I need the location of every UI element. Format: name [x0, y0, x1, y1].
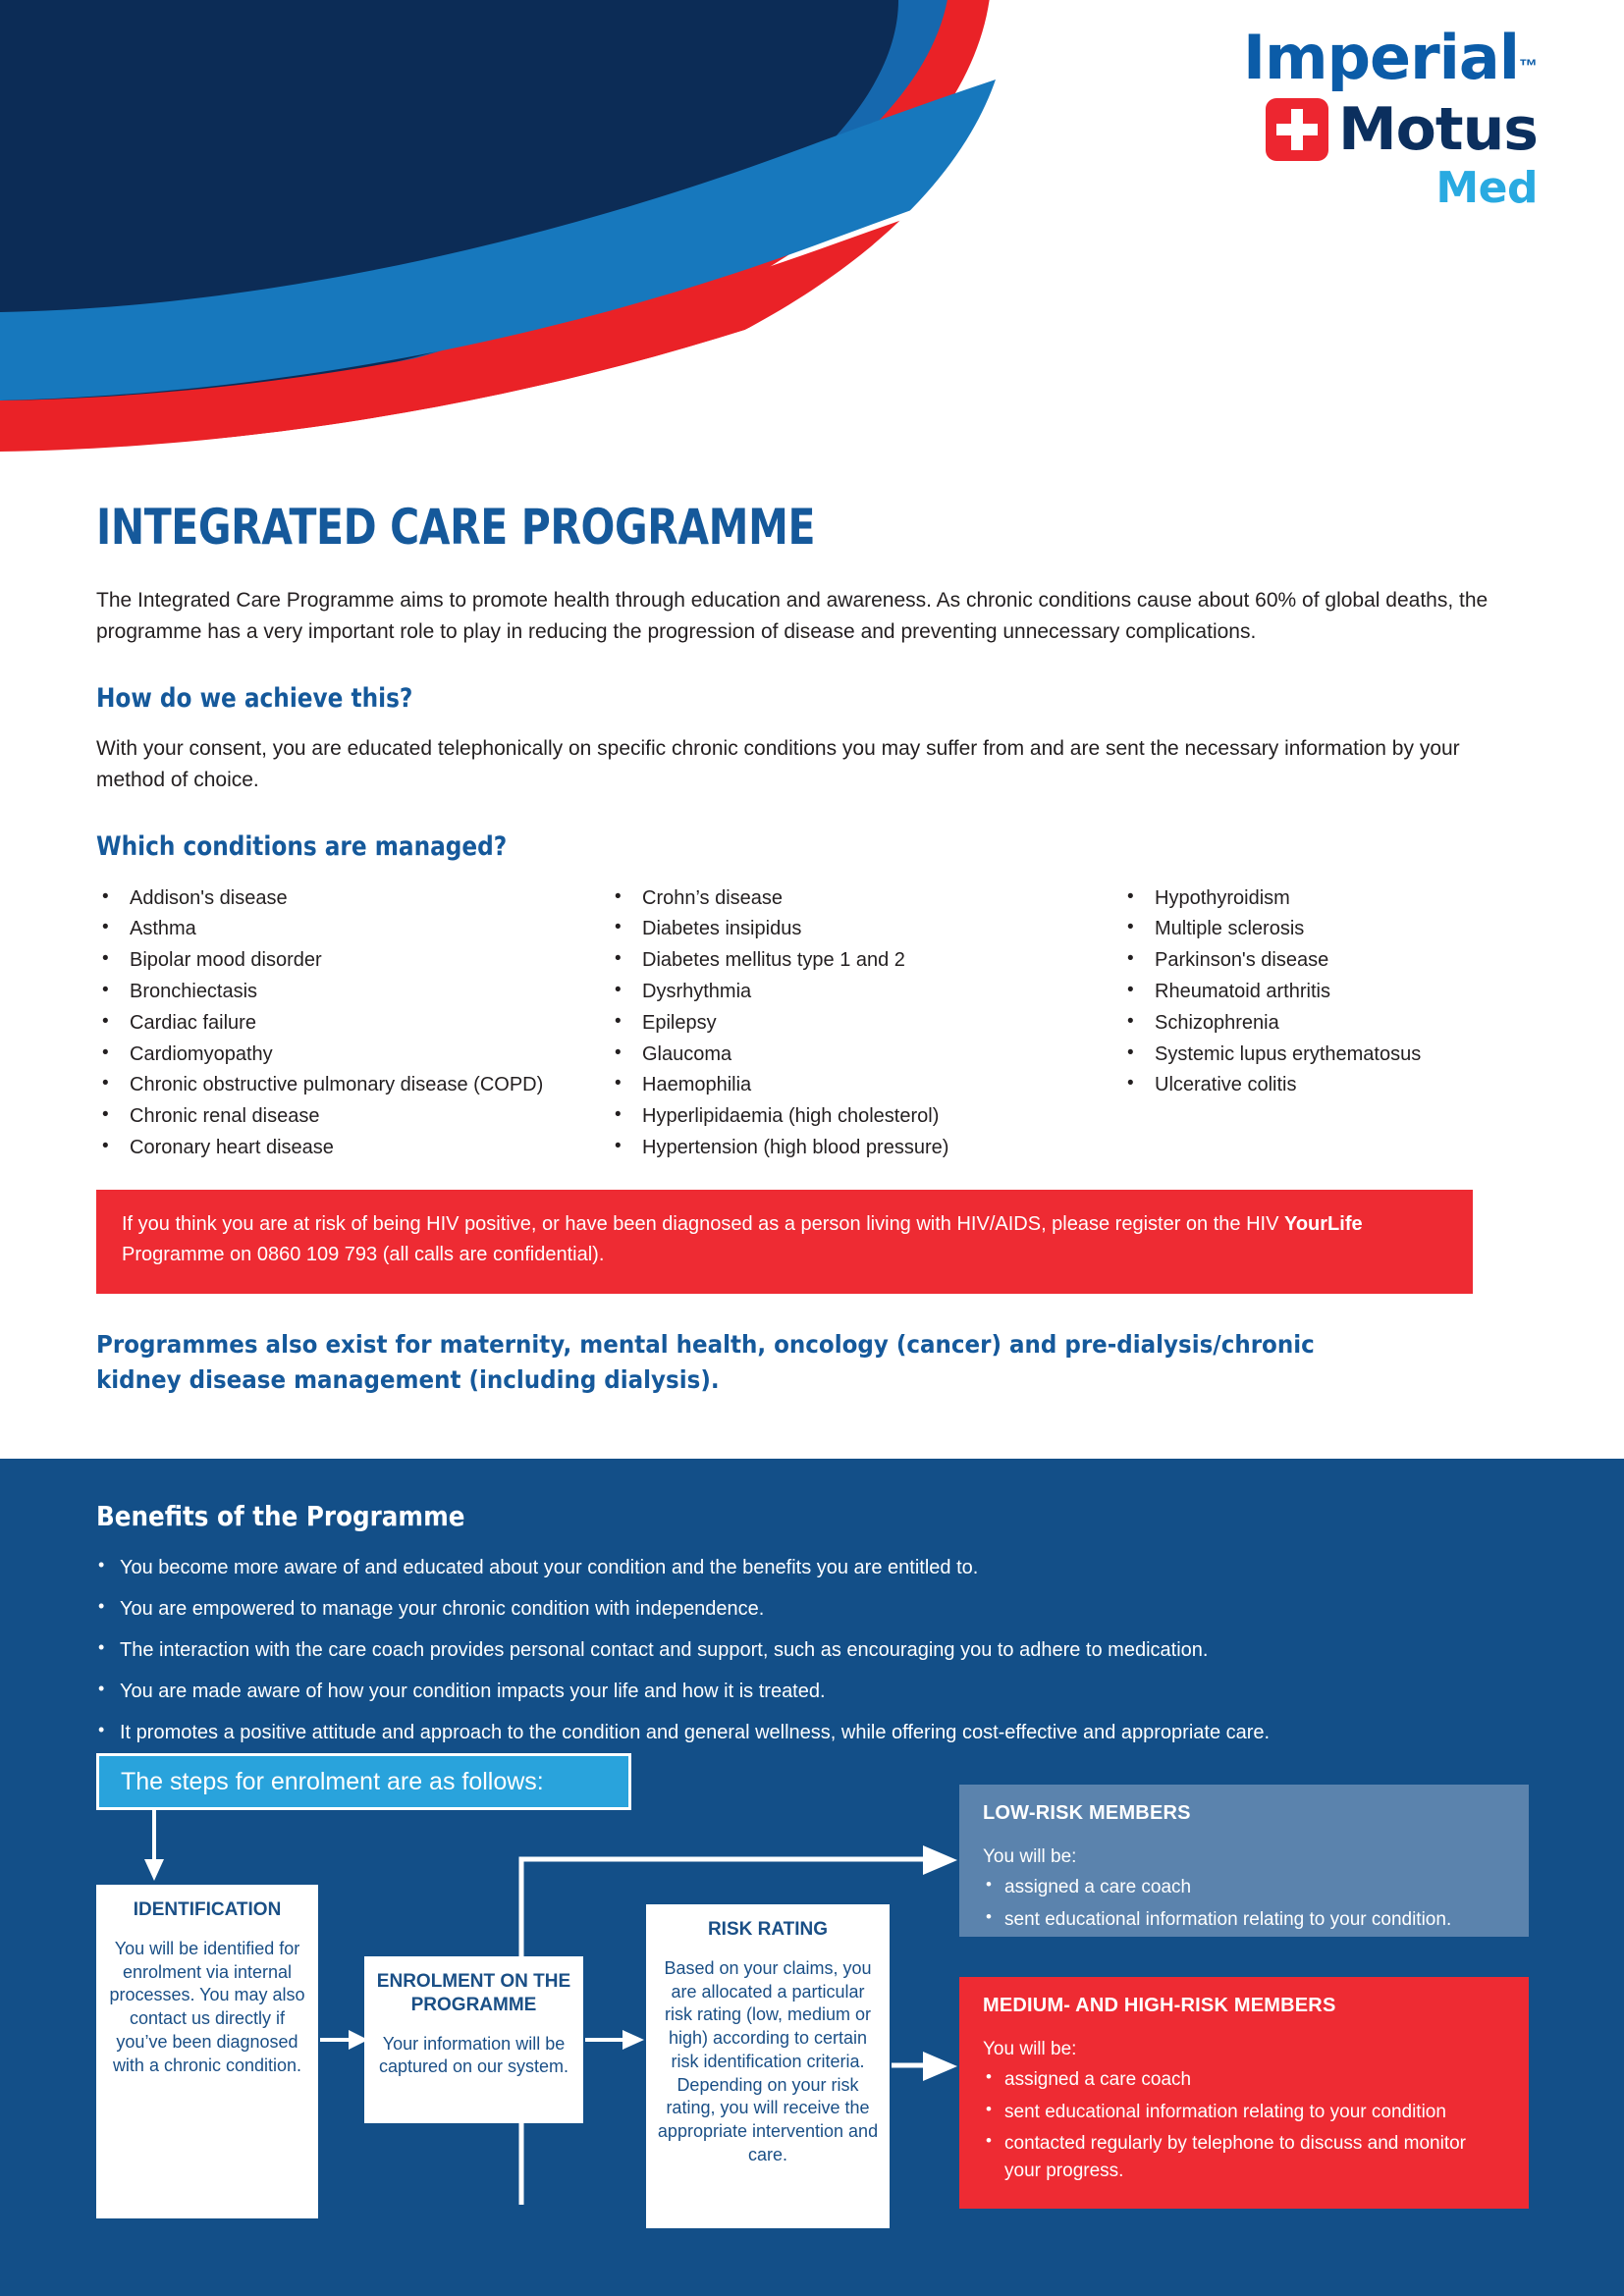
- list-item: • It promotes a positive attitude and approach to the condition and general wellness, while offering cost-effective and appropriate care.: [96, 1723, 1528, 1742]
- flow-box-risk-rating-title: RISK RATING: [707, 1919, 829, 1940]
- list-item: • Dysrhythmia: [609, 977, 1121, 1008]
- list-item: • sent educational information relating to your condition.: [983, 1906, 1505, 1934]
- list-item: • assigned a care coach: [983, 2066, 1505, 2094]
- arrow-head-down-icon: [144, 1859, 164, 1881]
- list-item: • Asthma: [96, 914, 609, 945]
- list-item: • You are empowered to manage your chronic condition with independence.: [96, 1599, 1528, 1619]
- page-title: INTEGRATED CARE PROGRAMME: [96, 499, 816, 556]
- section-body-how: With your consent, you are educated telephonically on specific chronic conditions you may suffer from and are sent the necessary information by your method of choice.: [96, 736, 1460, 791]
- brand-logo: [1125, 22, 1538, 213]
- section-heading-how: How do we achieve this?: [96, 682, 413, 714]
- list-item: • Cardiac failure: [96, 1008, 609, 1040]
- list-item: • Bipolar mood disorder: [96, 945, 609, 977]
- conditions-list-2: [609, 883, 1121, 1164]
- conditions-list-3: [1121, 883, 1514, 1102]
- flow-box-risk-rating: [646, 1904, 890, 2228]
- high-risk-title: MEDIUM- AND HIGH-RISK MEMBERS: [983, 1995, 1336, 2016]
- conditions-list-1: [96, 883, 609, 1164]
- logo-motus-row: [1125, 95, 1538, 164]
- flow-box-risk-rating-body: Based on your claims, you are allocated a particular risk rating (low, medium or high) according to certain risk identification criteria. Depending on your risk rating, you will receive the appropriate intervention and care.: [657, 1957, 879, 2164]
- steps-banner: [96, 1753, 631, 1810]
- hiv-notice-part1: If you think you are at risk of being HIV positive, or have been diagnosed as a person living with HIV/AIDS, please register on the HIV: [122, 1212, 1284, 1235]
- list-item: • The interaction with the care coach provides personal contact and support, such as encouraging you to adhere to medication.: [96, 1640, 1528, 1660]
- list-item: • You become more aware of and educated about your condition and the benefits you are entitled to.: [96, 1558, 1528, 1577]
- list-item: • Bronchiectasis: [96, 977, 609, 1008]
- intro-paragraph: The Integrated Care Programme aims to promote health through education and awareness. As chronic conditions cause about 60% of global deaths, the programme has a very important role to play in reducing the progression of disease and preventing unnecessary complications.: [96, 589, 1489, 643]
- low-risk-title: LOW-RISK MEMBERS: [983, 1802, 1191, 1824]
- main-white-section: [0, 461, 1624, 1459]
- hiv-notice-part2: Programme on 0860 109 793 (all calls are confidential).: [122, 1243, 605, 1265]
- list-item: • Ulcerative colitis: [1121, 1070, 1514, 1101]
- flow-box-enrolment-body: Your information will be captured on our system.: [378, 2033, 569, 2077]
- list-item: • Epilepsy: [609, 1008, 1121, 1040]
- list-item: • Systemic lupus erythematosus: [1121, 1040, 1514, 1071]
- list-item: • sent educational information relating to your condition: [983, 2099, 1505, 2126]
- flow-box-high-risk-members: [959, 1977, 1529, 2209]
- list-item: • Chronic obstructive pulmonary disease (COPD): [96, 1070, 609, 1101]
- flow-box-enrolment: [364, 1956, 583, 2123]
- conditions-columns: [96, 883, 1528, 1164]
- logo-imperial-wordmark: [1125, 22, 1538, 93]
- logo-motus-text: Motus: [1337, 95, 1538, 164]
- high-risk-list: [983, 2066, 1505, 2184]
- list-item: • assigned a care coach: [983, 1874, 1505, 1901]
- arrow-head-right-icon: [923, 1845, 957, 1875]
- enrolment-flowchart: [0, 1753, 1624, 2234]
- list-item: • Coronary heart disease: [96, 1133, 609, 1164]
- trademark-icon: ™: [1519, 56, 1538, 78]
- hiv-notice-programme-name: YourLife: [1283, 1212, 1363, 1235]
- list-item: • Cardiomyopathy: [96, 1040, 609, 1071]
- list-item: • Crohn’s disease: [609, 883, 1121, 915]
- hiv-notice-text: [122, 1209, 1447, 1270]
- list-item: • Hypertension (high blood pressure): [609, 1133, 1121, 1164]
- list-item: • Diabetes mellitus type 1 and 2: [609, 945, 1121, 977]
- list-item: • Hypothyroidism: [1121, 883, 1514, 915]
- list-item: • Haemophilia: [609, 1070, 1121, 1101]
- benefits-list: [96, 1558, 1528, 1742]
- list-item: • Diabetes insipidus: [609, 914, 1121, 945]
- flow-box-low-risk-members: [959, 1785, 1529, 1937]
- flow-box-identification-title: IDENTIFICATION: [133, 1899, 282, 1920]
- low-risk-lead: You will be:: [983, 1846, 1077, 1867]
- steps-banner-label: The steps for enrolment are as follows:: [121, 1767, 544, 1795]
- logo-med-text: Med: [1435, 163, 1538, 213]
- list-item: • Addison's disease: [96, 883, 609, 915]
- logo-imperial-text: Imperial: [1242, 22, 1519, 93]
- conditions-column-3: [1121, 883, 1514, 1164]
- flow-box-identification: [96, 1885, 318, 2218]
- high-risk-lead: You will be:: [983, 2039, 1077, 2059]
- conditions-column-1: [96, 883, 609, 1164]
- benefits-heading: Benefits of the Programme: [96, 1500, 465, 1532]
- conditions-column-2: [609, 883, 1121, 1164]
- flow-box-enrolment-title: ENROLMENT ON THE PROGRAMME: [376, 1971, 571, 2015]
- list-item: • contacted regularly by telephone to discuss and monitor your progress.: [983, 2130, 1505, 2184]
- list-item: • Multiple sclerosis: [1121, 914, 1514, 945]
- other-programmes-note: Programmes also exist for maternity, mental health, oncology (cancer) and pre-dialysis/chronic kidney disease management (including dialysis).: [96, 1329, 1315, 1395]
- list-item: • Chronic renal disease: [96, 1101, 609, 1133]
- hiv-notice-callout: [96, 1190, 1473, 1294]
- list-item: • Parkinson's disease: [1121, 945, 1514, 977]
- low-risk-list: [983, 1874, 1505, 1933]
- section-heading-conditions: Which conditions are managed?: [96, 830, 508, 862]
- list-item: • Schizophrenia: [1121, 1008, 1514, 1040]
- list-item: • Hyperlipidaemia (high cholesterol): [609, 1101, 1121, 1133]
- medical-cross-icon: [1266, 98, 1328, 161]
- flow-box-identification-body: You will be identified for enrolment via internal processes. You may also contact us directly if you’ve been diagnosed with a chronic condition.: [109, 1938, 305, 2075]
- list-item: • Glaucoma: [609, 1040, 1121, 1071]
- arrow-head-right-icon: [923, 2052, 957, 2081]
- list-item: • Rheumatoid arthritis: [1121, 977, 1514, 1008]
- list-item: • You are made aware of how your condition impacts your life and how it is treated.: [96, 1682, 1528, 1701]
- arrow-head-right-icon: [623, 2030, 644, 2050]
